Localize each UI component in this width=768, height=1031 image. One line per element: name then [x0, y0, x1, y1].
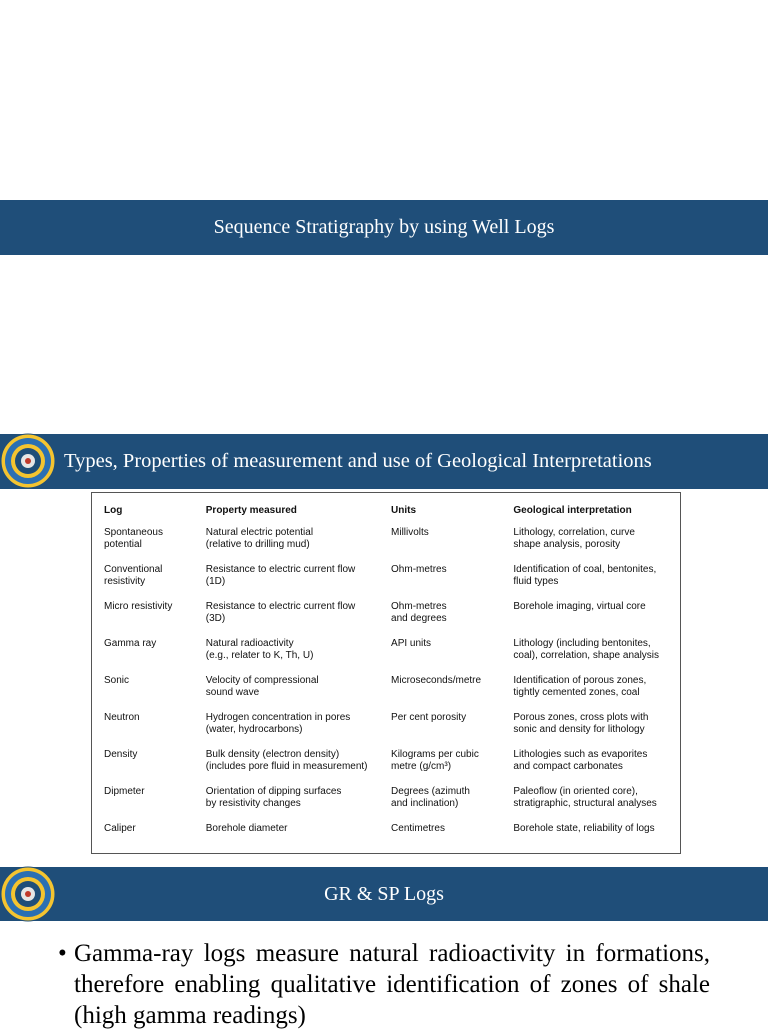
table-cell: Millivolts: [391, 527, 429, 538]
table-header-row: [102, 503, 674, 526]
table-cell: Lithology (including bentonites, coal), correlation, shape analysis: [513, 638, 660, 661]
table-cell: Caliper: [104, 823, 136, 834]
table-cell: Borehole diameter: [205, 823, 288, 834]
table-cell: Paleoflow (in oriented core), stratigraphic, structural analyses: [513, 786, 657, 809]
header-units: Units: [391, 505, 417, 516]
table-row: [102, 600, 674, 637]
table-cell: Natural electric potential (relative to drilling mud): [205, 527, 314, 550]
table-row: [102, 526, 674, 563]
university-seal-icon: [0, 866, 56, 922]
table-cell: Natural radioactivity (e.g., relater to K, Th, U): [205, 638, 314, 661]
table-cell: Micro resistivity: [104, 601, 173, 612]
slide1-title: Sequence Stratigraphy by using Well Logs: [213, 216, 555, 238]
table-cell: Bulk density (electron density) (includes pore fluid in measurement): [205, 749, 368, 772]
table-row: [102, 674, 674, 711]
bullet-icon: •: [58, 940, 67, 967]
slide1-title-band: [0, 200, 768, 255]
table-cell: API units: [391, 638, 432, 649]
table-cell: Resistance to electric current flow (1D): [205, 564, 356, 587]
table-cell: Density: [104, 749, 138, 760]
table-cell: Neutron: [104, 712, 140, 723]
table-cell: Lithologies such as evaporites and compact carbonates: [513, 749, 648, 772]
table-cell: Orientation of dipping surfaces by resistivity changes: [205, 786, 342, 809]
table-cell: Gamma ray: [104, 638, 157, 649]
table-cell: Degrees (azimuth and inclination): [391, 786, 470, 809]
slide3-title-band: [0, 867, 768, 921]
table-row: [102, 711, 674, 748]
table-cell: Resistance to electric current flow (3D): [205, 601, 356, 624]
log-types-table: [102, 503, 674, 859]
table-cell: Centimetres: [391, 823, 445, 834]
table-cell: Velocity of compressional sound wave: [205, 675, 319, 698]
table-row: [102, 822, 674, 859]
table-cell: Borehole state, reliability of logs: [513, 823, 655, 834]
table-cell: Identification of coal, bentonites, fluid types: [513, 564, 657, 587]
slide2-title-band: [0, 434, 768, 489]
table-row: [102, 785, 674, 822]
table-row: [102, 748, 674, 785]
table-cell: Hydrogen concentration in pores (water, hydrocarbons): [205, 712, 351, 735]
table-cell: Porous zones, cross plots with sonic and density for lithology: [513, 712, 649, 735]
table-cell: Lithology, correlation, curve shape analysis, porosity: [513, 527, 635, 550]
slide3-title: GR & SP Logs: [324, 882, 444, 905]
table-cell: Identification of porous zones, tightly cemented zones, coal: [513, 675, 647, 698]
slide3-bullet-text: Gamma-ray logs measure natural radioactivity in formations, therefore enabling qualitative identification of zones of shale (high gamma readings): [74, 940, 710, 1029]
table-cell: Ohm-metres and degrees: [391, 601, 447, 624]
table-cell: Borehole imaging, virtual core: [513, 601, 646, 612]
header-interpretation: Geological interpretation: [513, 505, 632, 516]
table-cell: Dipmeter: [104, 786, 145, 797]
table-cell: Kilograms per cubic metre (g/cm³): [391, 749, 479, 772]
table-cell: Spontaneous potential: [104, 527, 163, 550]
header-property: Property measured: [205, 505, 297, 516]
table-cell: Microseconds/metre: [391, 675, 482, 686]
table-cell: Per cent porosity: [391, 712, 467, 723]
table-cell: Conventional resistivity: [104, 564, 163, 587]
slide3-bullet: [58, 938, 710, 1031]
slide2-title: Types, Properties of measurement and use of Geological Interpretations: [64, 450, 652, 472]
header-log: Log: [104, 505, 123, 516]
log-types-table-figure: [91, 492, 681, 854]
table-cell: Ohm-metres: [391, 564, 447, 575]
university-seal-icon: [0, 433, 56, 489]
table-row: [102, 563, 674, 600]
table-cell: Sonic: [104, 675, 130, 686]
table-row: [102, 637, 674, 674]
